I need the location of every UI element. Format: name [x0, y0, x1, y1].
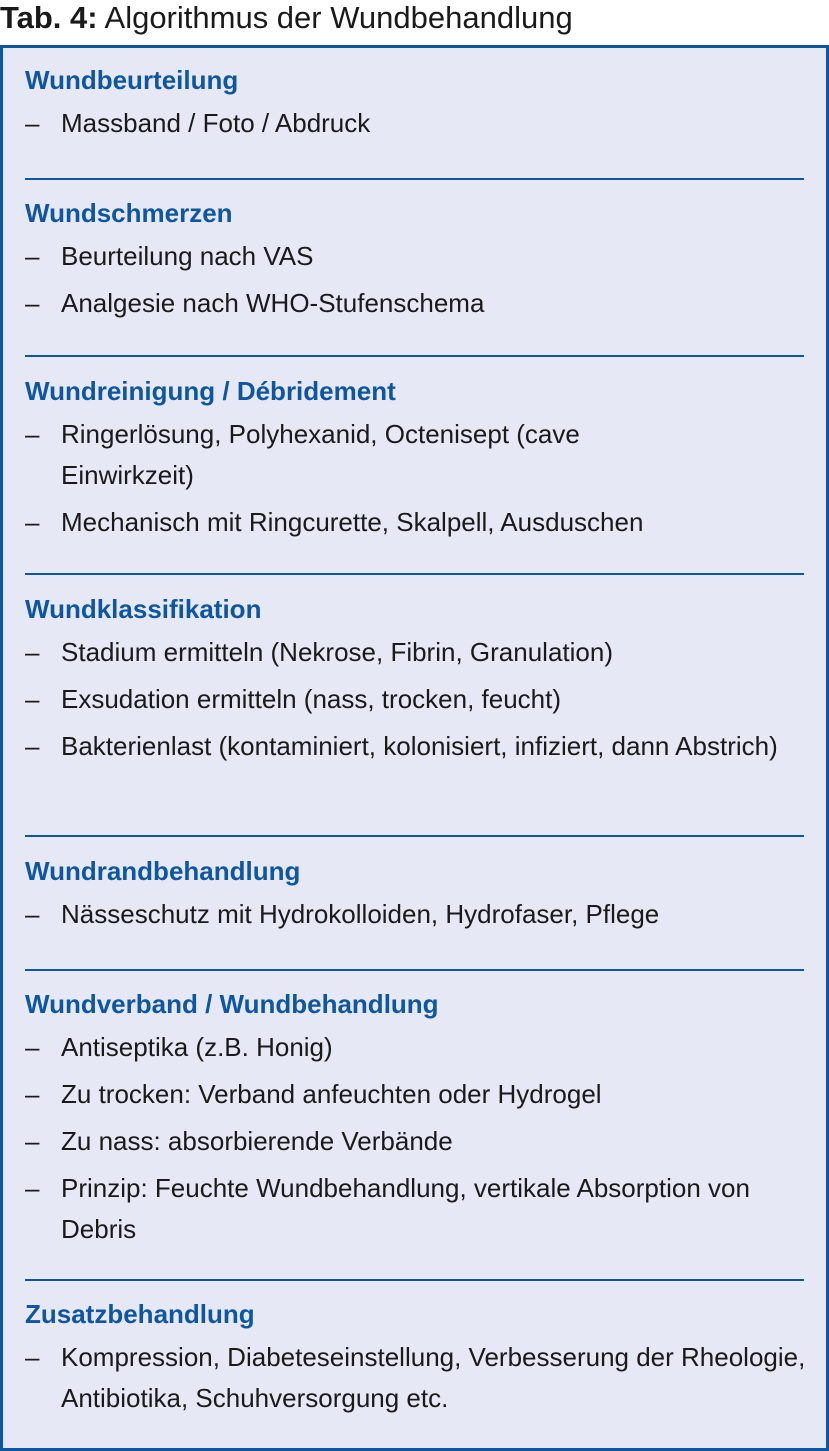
item-text: Nässeschutz mit Hydrokolloiden, Hydrofaser, Pflege	[61, 899, 660, 929]
section-wundschmerzen	[25, 198, 805, 324]
item-text: Zu nass: absorbierende Verbände	[61, 1126, 453, 1156]
item-text: Mechanisch mit Ringcurette, Skalpell, Ausduschen	[61, 507, 644, 537]
table-caption	[0, 0, 573, 36]
section-heading: Wundverband / Wundbehandlung	[25, 989, 439, 1019]
item-text: Kompression, Diabeteseinstellung, Verbesserung der Rheologie, Antibiotika, Schuhversorgung etc.	[61, 1342, 806, 1413]
section-heading: Wundrandbehandlung	[25, 856, 301, 886]
dash-bullet: –	[25, 899, 40, 929]
item-list	[25, 894, 805, 935]
list-item	[25, 283, 805, 324]
section-divider	[25, 573, 804, 575]
dash-bullet: –	[25, 288, 40, 318]
dash-bullet: –	[25, 1079, 40, 1109]
section-divider	[25, 1279, 804, 1281]
dash-bullet: –	[25, 684, 40, 714]
item-list	[25, 414, 805, 543]
item-text: Stadium ermitteln (Nekrose, Fibrin, Granulation)	[61, 637, 613, 667]
item-text: Ringerlösung, Polyhexanid, Octenisept (cave Einwirkzeit)	[61, 419, 580, 490]
dash-bullet: –	[25, 637, 40, 667]
dash-bullet: –	[25, 1126, 40, 1156]
item-list	[25, 103, 805, 144]
section-heading: Zusatzbehandlung	[25, 1299, 255, 1329]
list-item	[25, 894, 805, 935]
list-item	[25, 1074, 805, 1115]
item-text: Antiseptika (z.B. Honig)	[61, 1032, 333, 1062]
item-list	[25, 1027, 805, 1250]
item-text: Zu trocken: Verband anfeuchten oder Hydrogel	[61, 1079, 602, 1109]
dash-bullet: –	[25, 507, 40, 537]
section-wundverband	[25, 989, 805, 1250]
section-heading: Wundklassifikation	[25, 594, 262, 624]
list-item	[25, 1121, 805, 1162]
list-item	[25, 236, 805, 277]
section-wundreinigung	[25, 376, 805, 543]
dash-bullet: –	[25, 241, 40, 271]
list-item	[25, 103, 805, 144]
table-title: Algorithmus der Wundbehandlung	[104, 0, 573, 35]
table-number: Tab. 4:	[0, 0, 98, 35]
section-divider	[25, 178, 804, 180]
dash-bullet: –	[25, 1342, 40, 1372]
item-text: Bakterienlast (kontaminiert, kolonisiert, infiziert, dann Abstrich)	[61, 731, 778, 761]
section-heading: Wundbeurteilung	[25, 65, 239, 95]
section-divider	[25, 355, 804, 357]
list-item	[25, 414, 621, 496]
item-text: Massband / Foto / Abdruck	[61, 108, 371, 138]
list-item	[25, 1027, 805, 1068]
section-wundklassifikation	[25, 594, 805, 767]
list-item	[25, 632, 805, 673]
section-wundrandbehandlung	[25, 856, 805, 935]
section-divider	[25, 969, 804, 971]
section-heading: Wundreinigung / Débridement	[25, 376, 396, 406]
item-list	[25, 632, 805, 767]
item-text: Analgesie nach WHO-Stufenschema	[61, 288, 485, 318]
dash-bullet: –	[25, 419, 40, 449]
dash-bullet: –	[25, 731, 40, 761]
item-text: Exsudation ermitteln (nass, trocken, feucht)	[61, 684, 562, 714]
item-list	[25, 1337, 805, 1419]
list-item	[25, 679, 805, 720]
section-divider	[25, 835, 804, 837]
item-text: Prinzip: Feuchte Wundbehandlung, vertikale Absorption von Debris	[61, 1173, 750, 1244]
dash-bullet: –	[25, 1173, 40, 1203]
section-zusatzbehandlung	[25, 1299, 805, 1419]
dash-bullet: –	[25, 1032, 40, 1062]
list-item	[25, 1337, 821, 1419]
section-wundbeurteilung	[25, 65, 805, 144]
list-item	[25, 726, 781, 767]
list-item	[25, 1168, 751, 1250]
item-list	[25, 236, 805, 324]
list-item	[25, 502, 805, 543]
item-text: Beurteilung nach VAS	[61, 241, 314, 271]
section-heading: Wundschmerzen	[25, 198, 233, 228]
dash-bullet: –	[25, 108, 40, 138]
